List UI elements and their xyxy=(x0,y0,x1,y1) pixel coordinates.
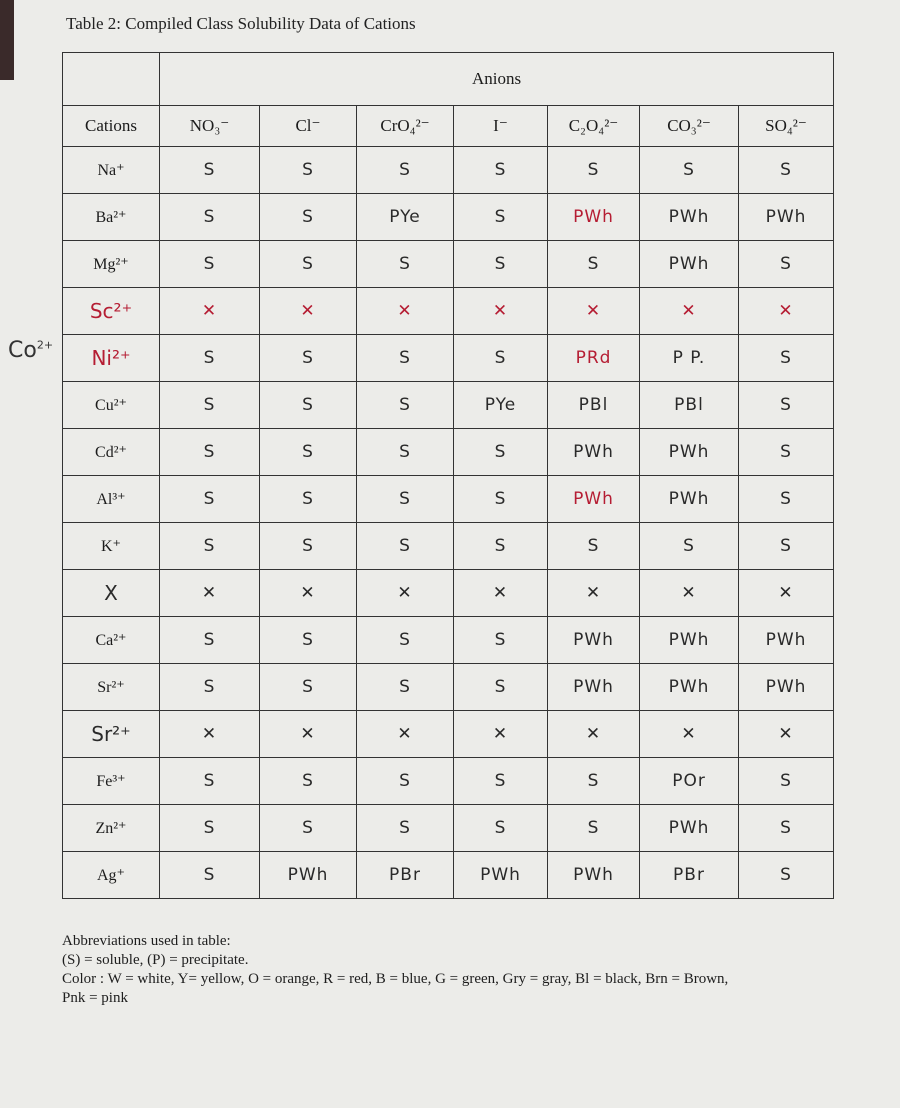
data-cell: S xyxy=(260,335,357,382)
data-cell: PWh xyxy=(548,617,640,664)
cation-label: Cd²⁺ xyxy=(63,429,160,476)
data-cell: PWh xyxy=(739,664,834,711)
table-row xyxy=(63,805,834,852)
data-cell: S xyxy=(160,664,260,711)
data-cell: S xyxy=(548,147,640,194)
data-cell: S xyxy=(260,758,357,805)
data-cell: PWh xyxy=(640,194,739,241)
data-cell: S xyxy=(548,523,640,570)
cation-label: X xyxy=(63,570,160,617)
abbreviations-note xyxy=(62,932,862,1008)
data-cell: PBl xyxy=(548,382,640,429)
table-row xyxy=(63,523,834,570)
data-cell: S xyxy=(454,429,548,476)
data-cell: ✕ xyxy=(739,288,834,335)
anion-header: CO₃²⁻ xyxy=(640,106,739,147)
cation-label: Al³⁺ xyxy=(63,476,160,523)
data-cell: ✕ xyxy=(640,288,739,335)
data-cell: S xyxy=(260,476,357,523)
data-cell: S xyxy=(160,429,260,476)
data-cell: PWh xyxy=(548,476,640,523)
data-cell: PWh xyxy=(454,852,548,899)
data-cell: S xyxy=(454,664,548,711)
data-cell: S xyxy=(454,805,548,852)
data-cell: S xyxy=(260,194,357,241)
data-cell: S xyxy=(357,664,454,711)
data-cell: S xyxy=(548,758,640,805)
data-cell: S xyxy=(357,335,454,382)
data-cell: ✕ xyxy=(454,288,548,335)
data-cell: ✕ xyxy=(548,570,640,617)
data-cell: S xyxy=(357,758,454,805)
data-cell: S xyxy=(739,523,834,570)
data-cell: S xyxy=(260,664,357,711)
table-body xyxy=(63,147,834,899)
data-cell: S xyxy=(260,429,357,476)
cation-label: Sr²⁺ xyxy=(63,664,160,711)
data-cell: S xyxy=(739,758,834,805)
data-cell: PRd xyxy=(548,335,640,382)
data-cell: S xyxy=(260,147,357,194)
cation-label: Sc²⁺ xyxy=(63,288,160,335)
notes-line: Abbreviations used in table: xyxy=(62,933,231,949)
photo-edge xyxy=(0,0,14,80)
data-cell: S xyxy=(357,476,454,523)
data-cell: S xyxy=(160,194,260,241)
margin-note xyxy=(8,338,53,363)
data-cell: ✕ xyxy=(260,288,357,335)
data-cell: PWh xyxy=(640,664,739,711)
data-cell: S xyxy=(739,476,834,523)
anion-header: Cl⁻ xyxy=(260,106,357,147)
notes-line: Pnk = pink xyxy=(62,990,128,1006)
data-cell: PWh xyxy=(548,852,640,899)
data-cell: ✕ xyxy=(357,570,454,617)
notes-line: (S) = soluble, (P) = precipitate. xyxy=(62,952,249,968)
data-cell: S xyxy=(739,429,834,476)
data-cell: S xyxy=(260,805,357,852)
data-cell: ✕ xyxy=(454,570,548,617)
anion-header: SO₄²⁻ xyxy=(739,106,834,147)
data-cell: S xyxy=(454,335,548,382)
table-row xyxy=(63,382,834,429)
data-cell: ✕ xyxy=(548,288,640,335)
data-cell: S xyxy=(160,335,260,382)
margin-note-sup: 2+ xyxy=(36,338,54,352)
data-cell: ✕ xyxy=(548,711,640,758)
cation-label: Cu²⁺ xyxy=(63,382,160,429)
notes-line: Color : W = white, Y= yellow, O = orange, R = red, B = blue, G = green, Gry = gray, Bl = black, Brn = Brown, xyxy=(62,971,729,987)
table-title: Table 2: Compiled Class Solubility Data of Cations xyxy=(66,14,416,33)
cation-label: Sr²⁺ xyxy=(63,711,160,758)
table-row xyxy=(63,852,834,899)
data-cell: P P. xyxy=(640,335,739,382)
anions-header: Anions xyxy=(160,53,834,106)
data-cell: S xyxy=(739,335,834,382)
data-cell: ✕ xyxy=(739,570,834,617)
data-cell: PYe xyxy=(454,382,548,429)
data-cell: S xyxy=(357,617,454,664)
data-cell: S xyxy=(357,147,454,194)
anion-header: NO₃⁻ xyxy=(160,106,260,147)
cation-label: Ba²⁺ xyxy=(63,194,160,241)
data-cell: PWh xyxy=(640,241,739,288)
data-cell: S xyxy=(160,382,260,429)
data-cell: ✕ xyxy=(640,570,739,617)
data-cell: S xyxy=(160,617,260,664)
data-cell: S xyxy=(357,382,454,429)
cations-header: Cations xyxy=(63,106,160,147)
data-cell: S xyxy=(160,523,260,570)
data-cell: S xyxy=(454,476,548,523)
cation-label: Ca²⁺ xyxy=(63,617,160,664)
data-cell: S xyxy=(454,241,548,288)
data-cell: POr xyxy=(640,758,739,805)
anion-header: I⁻ xyxy=(454,106,548,147)
data-cell: S xyxy=(739,147,834,194)
table-row xyxy=(63,194,834,241)
cation-label: Zn²⁺ xyxy=(63,805,160,852)
data-cell: ✕ xyxy=(454,711,548,758)
data-cell: S xyxy=(739,805,834,852)
cation-label: Ni²⁺ xyxy=(63,335,160,382)
data-cell: ✕ xyxy=(260,570,357,617)
data-cell: PWh xyxy=(548,194,640,241)
data-cell: PWh xyxy=(739,194,834,241)
data-cell: S xyxy=(160,805,260,852)
data-cell: S xyxy=(357,241,454,288)
data-cell: ✕ xyxy=(357,711,454,758)
cation-label: Ag⁺ xyxy=(63,852,160,899)
data-cell: S xyxy=(739,852,834,899)
data-cell: S xyxy=(260,241,357,288)
table-row xyxy=(63,664,834,711)
data-cell: PBl xyxy=(640,382,739,429)
data-cell: S xyxy=(640,523,739,570)
table-row xyxy=(63,570,834,617)
data-cell: S xyxy=(454,758,548,805)
data-cell: S xyxy=(160,241,260,288)
table-row xyxy=(63,758,834,805)
data-cell: ✕ xyxy=(160,711,260,758)
data-cell: ✕ xyxy=(260,711,357,758)
table-row xyxy=(63,241,834,288)
data-cell: S xyxy=(160,852,260,899)
data-cell: S xyxy=(454,523,548,570)
data-cell: PWh xyxy=(739,617,834,664)
table-row xyxy=(63,711,834,758)
data-cell: PWh xyxy=(548,429,640,476)
data-cell: S xyxy=(260,382,357,429)
data-cell: S xyxy=(357,805,454,852)
data-cell: ✕ xyxy=(739,711,834,758)
cation-label: Fe³⁺ xyxy=(63,758,160,805)
anion-header: CrO₄²⁻ xyxy=(357,106,454,147)
cation-label: Mg²⁺ xyxy=(63,241,160,288)
cation-label: K⁺ xyxy=(63,523,160,570)
data-cell: S xyxy=(454,194,548,241)
data-cell: ✕ xyxy=(160,570,260,617)
data-cell: PWh xyxy=(640,805,739,852)
cation-label: Na⁺ xyxy=(63,147,160,194)
data-cell: S xyxy=(357,429,454,476)
data-cell: ✕ xyxy=(357,288,454,335)
data-cell: ✕ xyxy=(640,711,739,758)
data-cell: S xyxy=(160,476,260,523)
table-row xyxy=(63,288,834,335)
data-cell: PWh xyxy=(640,476,739,523)
data-cell: S xyxy=(454,147,548,194)
data-cell: S xyxy=(640,147,739,194)
data-cell: S xyxy=(160,758,260,805)
data-cell: S xyxy=(260,617,357,664)
data-cell: PYe xyxy=(357,194,454,241)
table-row xyxy=(63,147,834,194)
data-cell: PWh xyxy=(640,429,739,476)
table-row xyxy=(63,617,834,664)
margin-note-text: Co xyxy=(8,338,37,363)
table-row xyxy=(63,335,834,382)
solubility-table xyxy=(62,52,834,899)
data-cell: PWh xyxy=(260,852,357,899)
data-cell: S xyxy=(548,805,640,852)
data-cell: ✕ xyxy=(160,288,260,335)
data-cell: PWh xyxy=(548,664,640,711)
table-row xyxy=(63,429,834,476)
data-cell: PWh xyxy=(640,617,739,664)
data-cell: S xyxy=(739,241,834,288)
data-cell: S xyxy=(548,241,640,288)
data-cell: PBr xyxy=(640,852,739,899)
data-cell: S xyxy=(357,523,454,570)
data-cell: S xyxy=(160,147,260,194)
corner-cell xyxy=(63,53,160,106)
anion-header: C₂O₄²⁻ xyxy=(548,106,640,147)
data-cell: S xyxy=(260,523,357,570)
table-row xyxy=(63,476,834,523)
data-cell: S xyxy=(739,382,834,429)
data-cell: PBr xyxy=(357,852,454,899)
data-cell: S xyxy=(454,617,548,664)
